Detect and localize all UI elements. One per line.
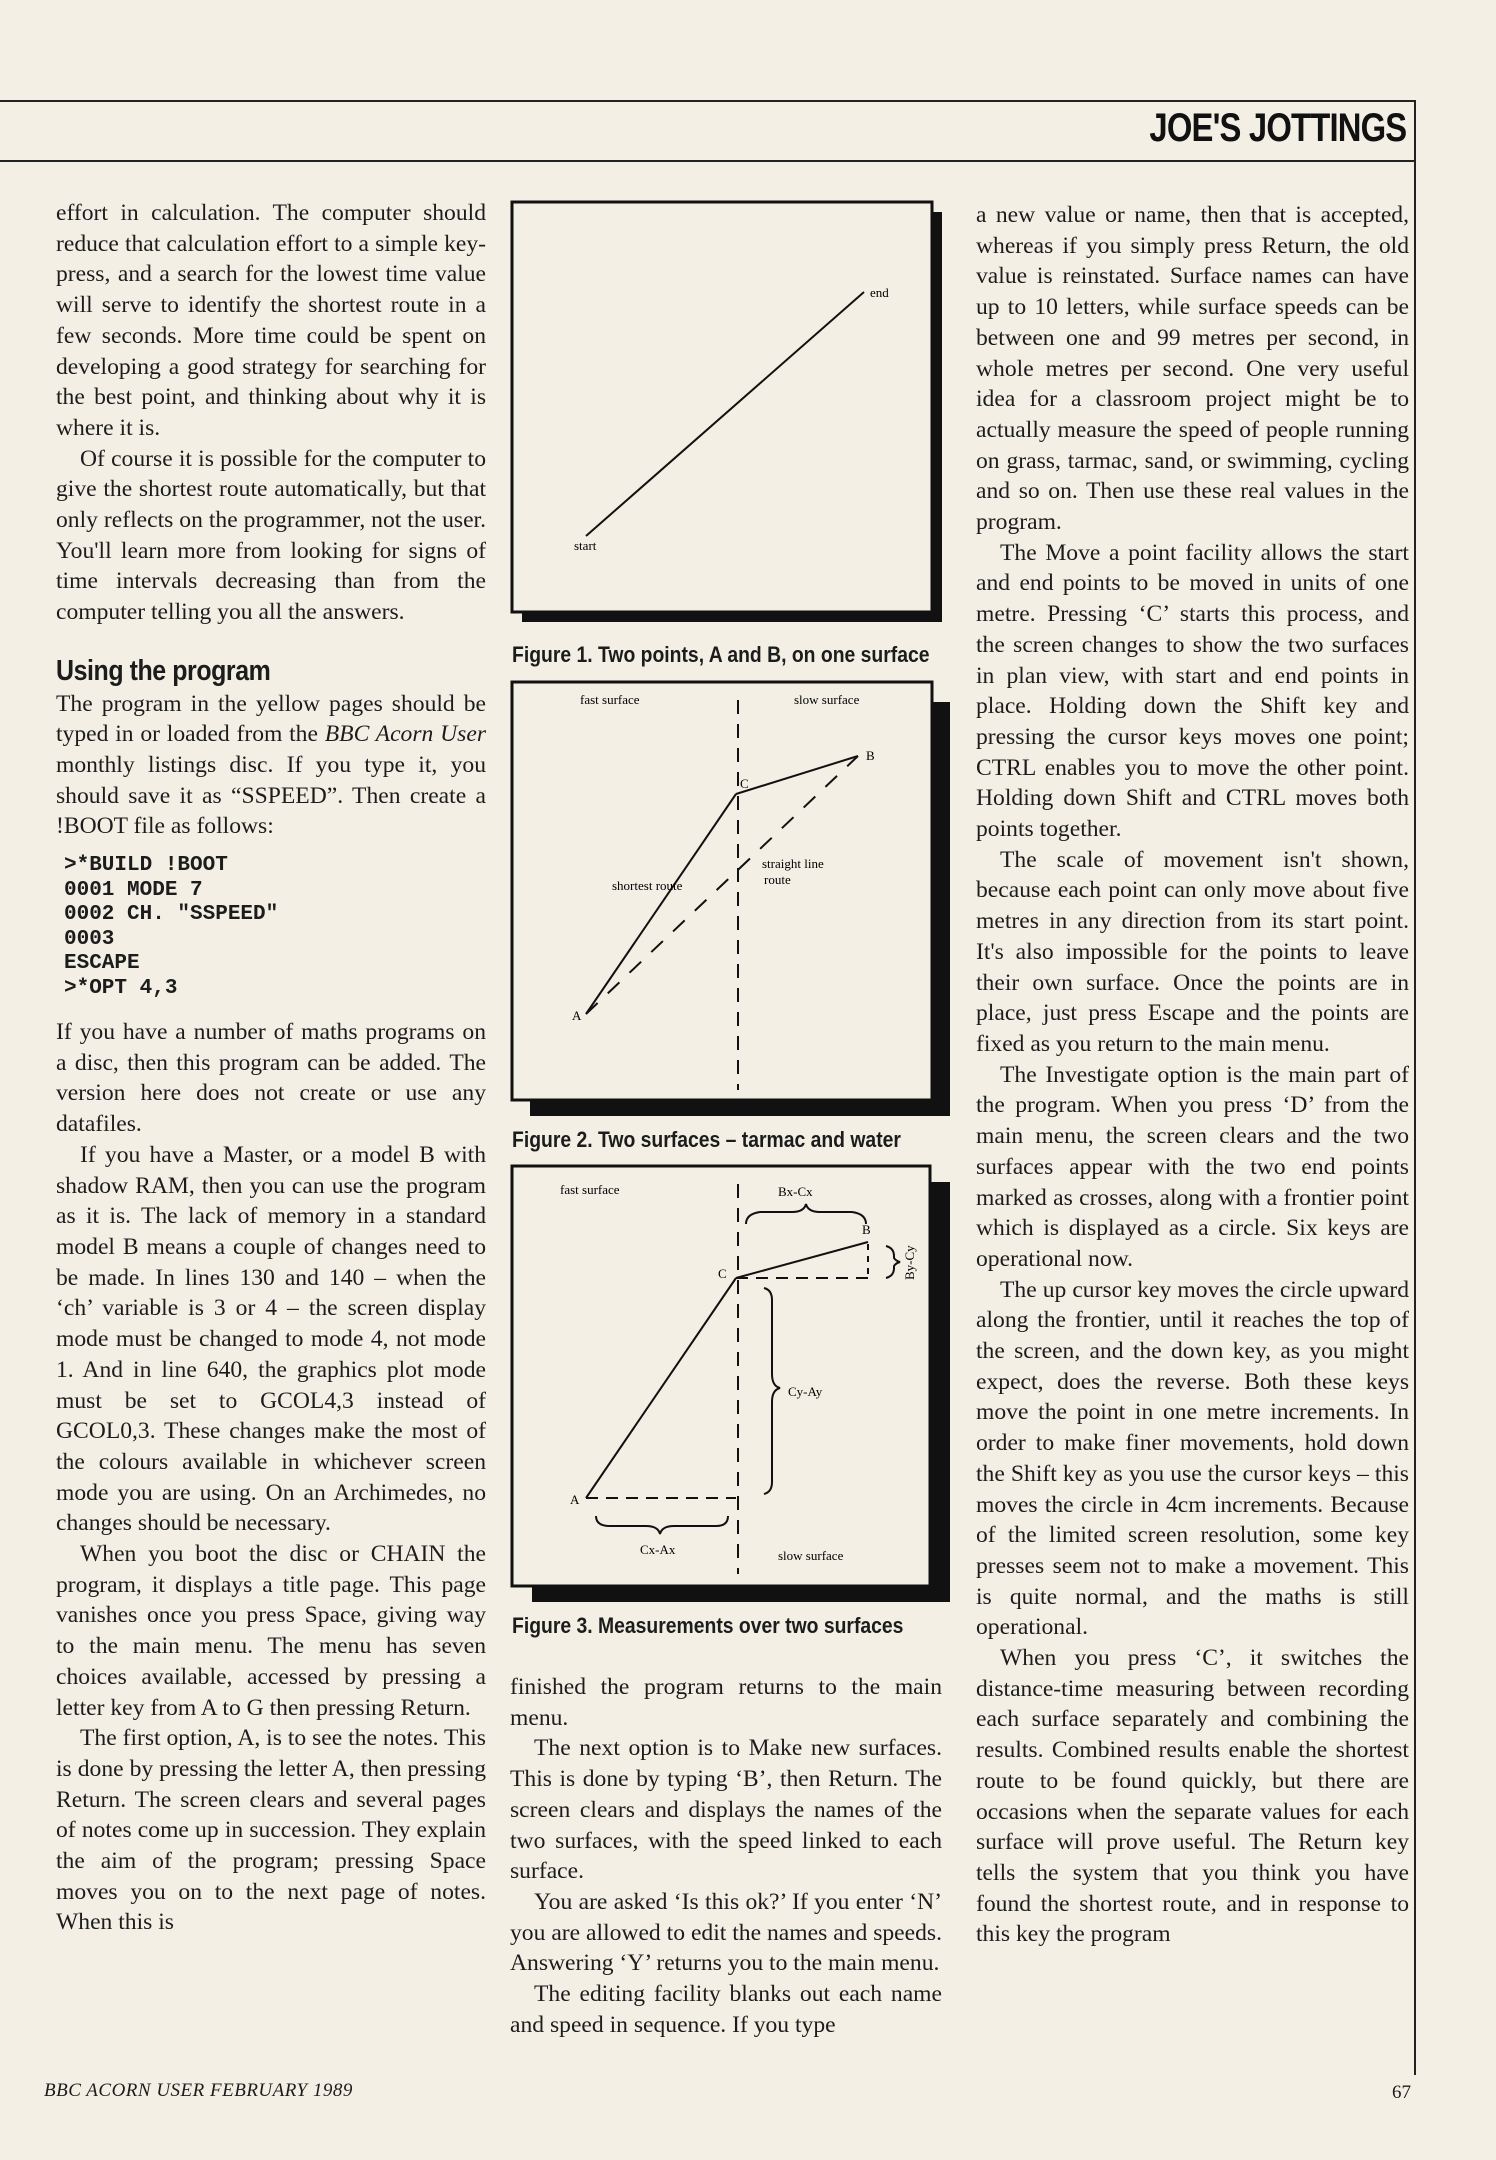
- bx-cx-label: Bx-Cx: [778, 1184, 813, 1199]
- paragraph: The first option, A, is to see the notes. This is done by pressing the letter A, then pressing Return. The screen clears and several pages of notes come up in succession. They explain the aim of the program; pressing Space moves you on to the next page of notes. When this is: [56, 1725, 486, 1936]
- paragraph: The Investigate option is the main part of the program. When you press ‘D’ from the main menu, the screen clears and the two surfaces appear with the two end points marked as crosses, along with a frontier point which is displayed as a circle. Six keys are operational now.: [976, 1061, 1409, 1272]
- slow-surface-label: slow surface: [778, 1548, 844, 1563]
- column-right: [976, 200, 1409, 1950]
- section-heading: Using the program: [56, 654, 271, 687]
- point-a-label: A: [572, 1008, 582, 1023]
- column-left: [56, 198, 486, 1938]
- figure-1: [510, 200, 950, 635]
- figure-2-diagram: [510, 680, 950, 1120]
- paragraph: If you have a Master, or a model B with shadow RAM, then you can use the program as it is. The lack of memory in a standard model B means a couple of changes need to be made. In lines 130 and 140 – when the ‘ch’ variable is 3 or 4 – the screen display mode must be changed to mode 4, not mode 1. And in line 640, the graphics plot mode must be set to GCOL4,3 instead of GCOL0,3. These changes make the most of the colours available in whichever screen mode you are using. On an Archimedes, no changes should be necessary.: [56, 1141, 486, 1537]
- figure-3: [510, 1164, 950, 1609]
- start-label: start: [574, 538, 597, 553]
- fast-surface-label: fast surface: [560, 1182, 620, 1197]
- paragraph: The next option is to Make new surfaces. This is done by typing ‘B’, then Return. The screen clears and displays the names of the two surfaces, with the speed linked to each surface.: [510, 1735, 942, 1885]
- paragraph: When you press ‘C’, it switches the distance-time measuring between recording each surface separately and combining the results. Combined results enable the shortest route to be found quickly, but there are occasions when the separate values for each surface will prove useful. The Return key tells the system that you think you have found the shortest route, and in response to this key the program: [976, 1645, 1409, 1948]
- paragraph: finished the program returns to the main menu.: [510, 1674, 942, 1731]
- point-b-label: B: [862, 1222, 871, 1237]
- footer-publication: BBC ACORN USER FEBRUARY 1989: [44, 2080, 353, 2101]
- paragraph: If you have a number of maths programs on a disc, then this program can be added. The version here does not create or use any datafiles.: [56, 1019, 486, 1138]
- paragraph: The program in the yellow pages should be typed in or loaded from the BBC Acorn User monthly listings disc. If you type it, you should save it as “SSPEED”. Then create a !BOOT file as follows:: [56, 690, 487, 840]
- straight-route-label: route: [764, 872, 791, 887]
- figure-3-caption: Figure 3. Measurements over two surfaces: [512, 1613, 904, 1638]
- figure-3-diagram: [510, 1164, 950, 1604]
- end-label: end: [870, 285, 889, 300]
- by-cy-label: By-Cy: [902, 1245, 917, 1280]
- paragraph: The Move a point facility allows the start and end points to be moved in units of one metre. Pressing ‘C’ starts this process, and the screen changes to show the two surfaces in plan view, with start and end points in place. Holding down the Shift key and pressing the cursor keys moves one point; CTRL enables you to move the other point. Holding down Shift and CTRL moves both points together.: [976, 539, 1409, 843]
- paragraph: When you boot the disc or CHAIN the program, it displays a title page. This page vanishes once you press Space, giving way to the main menu. The menu has seven choices available, accessed by pressing a letter key from A to G then pressing Return.: [56, 1541, 486, 1721]
- paragraph: a new value or name, then that is accepted, whereas if you simply press Return, the old value is reinstated. Surface names can have up to 10 letters, while surface speeds can be between one and 99 metres per second, in whole metres per second. One very useful idea for a classroom project might be to actually measure the speed of people running on grass, tarmac, sand, or swimming, cycling and so on. Then use these real values in the program.: [976, 202, 1409, 536]
- code-listing: >*BUILD !BOOT 0001 MODE 7 0002 CH. "SSPEED" 0003 ESCAPE >*OPT 4,3: [64, 854, 279, 1000]
- paragraph: effort in calculation. The computer should reduce that calculation effort to a simple key-press, and a search for the lowest time value will serve to identify the shortest route in a few seconds. More time could be spent on developing a good strategy for searching for the best point, and thinking about why it is where it is.: [56, 200, 486, 441]
- right-rule: [1414, 100, 1416, 2075]
- column-middle: [510, 1672, 942, 2040]
- point-c-label: C: [740, 776, 749, 791]
- paragraph: The editing facility blanks out each name and speed in sequence. If you type: [510, 1981, 942, 2038]
- paragraph: You are asked ‘Is this ok?’ If you enter ‘N’ you are allowed to edit the names and speeds. Answering ‘Y’ returns you to the main menu.: [510, 1888, 942, 1977]
- figure-1-diagram: [510, 200, 950, 630]
- shortest-route-label: shortest route: [612, 878, 683, 893]
- header-rule: [0, 160, 1416, 162]
- paragraph: The scale of movement isn't shown, because each point can only move about five metres in any direction from its start point. It's also impossible for the points to leave their own surface. Once the points are in place, just press Escape and the points are fixed as you return to the main menu.: [976, 846, 1409, 1057]
- fast-surface-label: fast surface: [580, 692, 640, 707]
- point-b-label: B: [866, 748, 875, 763]
- cy-ay-label: Cy-Ay: [788, 1384, 823, 1399]
- paragraph: The up cursor key moves the circle upward along the frontier, until it reaches the top of the screen, and the down key, as you might expect, does the reverse. Both these keys move the point in one metre increments. In order to make finer movements, hold down the Shift key as you use the cursor keys – this moves the circle in 4cm increments. Because of the limited screen resolution, some key presses seem not to make a movement. This is quite normal, and the maths is still operational.: [976, 1276, 1409, 1641]
- figure-1-caption: Figure 1. Two points, A and B, on one surface: [512, 642, 930, 667]
- top-rule: [0, 100, 1416, 102]
- point-a-label: A: [570, 1492, 580, 1507]
- cx-ax-label: Cx-Ax: [640, 1542, 676, 1557]
- straight-line-label: straight line: [762, 856, 824, 871]
- slow-surface-label: slow surface: [794, 692, 860, 707]
- page-number: 67: [1392, 2082, 1411, 2103]
- figure-2: [510, 680, 950, 1125]
- paragraph: Of course it is possible for the computer to give the shortest route automatically, but that only reflects on the programmer, not the user. You'll learn more from looking for signs of time intervals decreasing than from the computer telling you all the answers.: [56, 445, 486, 626]
- point-c-label: C: [718, 1266, 727, 1281]
- section-title: JOE'S JOTTINGS: [1149, 106, 1406, 150]
- figure-2-caption: Figure 2. Two surfaces – tarmac and water: [512, 1127, 901, 1152]
